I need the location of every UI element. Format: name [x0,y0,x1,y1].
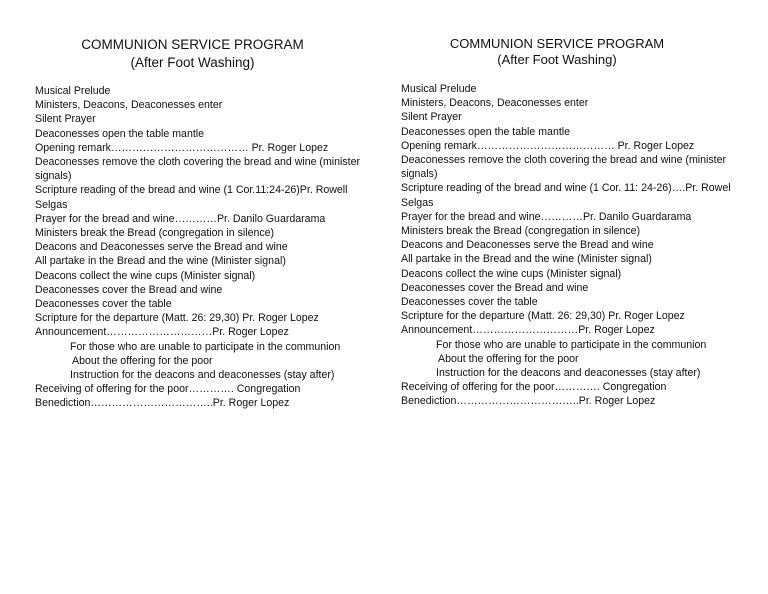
program-subtitle: (After Foot Washing) [130,55,255,70]
program-item: Musical Prelude [401,83,477,95]
program-item: Deacons collect the wine cups (Minister signal) [35,269,256,282]
program-left [35,36,370,411]
program-item: Ministers, Deacons, Deaconesses enter [35,99,223,112]
program-item: Silent Prayer [401,111,462,124]
program-item: Deaconesses open the table mantle [401,125,571,138]
program-item: Deacons collect the wine cups (Minister signal) [401,267,622,280]
program-item: Announcement…………………………Pr. Roger Lopez [401,324,655,337]
program-item: Opening remark………………………………… Pr. Roger Lopez [35,141,329,154]
program-list [401,82,741,409]
program-item: Scripture for the departure (Matt. 26: 29,30) Pr. Roger Lopez [401,310,685,323]
program-item: Receiving of offering for the poor…………. Congregation [401,381,667,394]
program-subitem: Instruction for the deacons and deaconesses (stay after) [70,369,335,382]
program-right [401,36,741,409]
program-subitem: For those who are unable to participate in the communion [70,340,341,353]
program-subtitle: (After Foot Washing) [497,52,617,67]
program-item: Deacons and Deaconesses serve the Bread and wine [401,239,654,252]
program-subitem: Instruction for the deacons and deaconesses (stay after) [436,367,701,380]
program-title: COMMUNION SERVICE PROGRAM [449,36,665,51]
program-title: COMMUNION SERVICE PROGRAM [81,37,304,52]
program-item: Deaconesses cover the table [35,298,172,311]
program-item: Benediction……………………………..Pr. Roger Lopez [35,397,290,410]
program-item: Deaconesses cover the Bread and wine [401,281,589,294]
program-item: Musical Prelude [35,85,111,97]
program-item: Receiving of offering for the poor…………. Congregation [35,383,301,396]
program-item: Prayer for the bread and wine…………Pr. Danilo Guardarama [35,212,326,225]
program-item: Ministers break the Bread (congregation in silence) [35,227,275,240]
program-subitem: About the offering for the poor [72,354,213,367]
program-item: All partake in the Bread and the wine (Minister signal) [35,255,286,268]
program-item: Ministers, Deacons, Deaconesses enter [401,97,589,110]
program-list [35,84,370,411]
program-item: Deaconesses open the table mantle [35,127,205,140]
program-item: Scripture reading of the bread and wine (1 Cor. 11: 24-26)….Pr. Rowel Selgas [401,182,731,209]
program-item: Deaconesses remove the cloth covering the bread and wine (minister signals) [35,156,361,183]
program-item: Silent Prayer [35,113,96,126]
program-item: Deaconesses cover the Bread and wine [35,283,223,296]
program-subitem: For those who are unable to participate in the communion [436,338,707,351]
program-item: Deaconesses remove the cloth covering the bread and wine (minister signals) [401,154,727,181]
program-item: Scripture reading of the bread and wine (1 Cor.11:24-26)Pr. Rowell Selgas [35,184,348,211]
program-item: Benediction……………………………..Pr. Roger Lopez [401,395,656,408]
program-item: Ministers break the Bread (congregation in silence) [401,225,641,238]
program-item: Prayer for the bread and wine…………Pr. Danilo Guardarama [401,210,692,223]
program-item: Deacons and Deaconesses serve the Bread and wine [35,241,288,254]
program-item: Opening remark………………………………… Pr. Roger Lopez [401,139,695,152]
program-item: All partake in the Bread and the wine (Minister signal) [401,253,652,266]
program-item: Announcement…………………………Pr. Roger Lopez [35,326,289,339]
program-item: Scripture for the departure (Matt. 26: 29,30) Pr. Roger Lopez [35,312,319,325]
program-subitem: About the offering for the poor [438,352,579,365]
program-item: Deaconesses cover the table [401,296,538,309]
